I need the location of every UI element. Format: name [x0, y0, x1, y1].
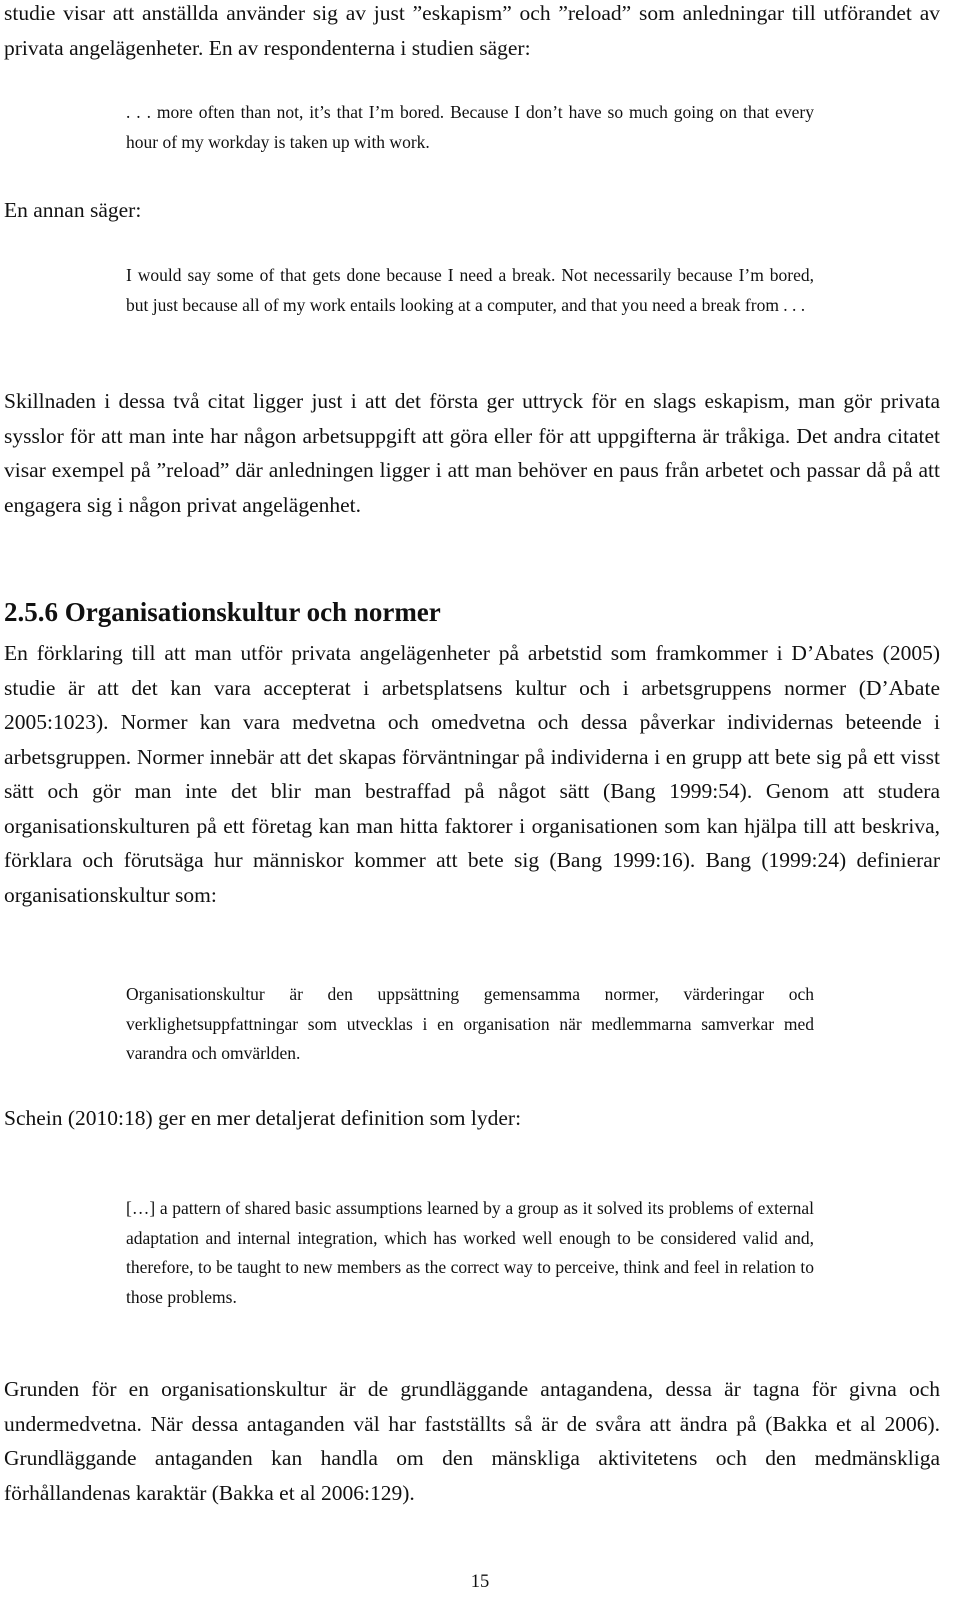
explanation-paragraph: En förklaring till att man utför privata angelägenheter på arbetstid som framkommer i D’Abates (2005) studie är att det kan vara accepterat i arbetsplatsens kultur och i arbetsgruppens normer (D’Abate 2005:1023). Normer kan vara medvetna och omedvetna och dessa påverkar individernas beteende i arbetsgruppen. Normer innebär att det skapas förväntningar på individerna i en grupp att bete sig på ett visst sätt och gör man inte det blir man bestraffad på något sätt (Bang 1999:54). Genom att studera organisationskulturen på ett företag kan man hitta faktorer i organisationen som kan hjälpa till att beskriva, förklara och förutsäga hur människor kommer att bete sig (Bang 1999:16). Bang (1999:24) definierar organisationskultur som: — [4, 641, 940, 907]
basis-paragraph: Grunden för en organisationskultur är de grundläggande antagandena, dessa är tagna för givna och undermedvetna. När dessa antaganden väl har fastställts så är de svåra att ändra på (Bakka et al 2006). Grundläggande antaganden kan handla om den mänskliga aktivitetens och den medmänskliga förhållandenas karaktär (Bakka et al 2006:129). — [4, 1377, 940, 1505]
block-quote-definition-schein: […] a pattern of shared basic assumptions learned by a group as it solved its problems of external adaptation and internal integration, which has worked well enough to be considered valid and, therefore, to be taught to new members as the correct way to perceive, think and feel in relation to those problems. — [126, 1198, 814, 1307]
block-quote-definition-bang: Organisationskultur är den uppsättning gemensamma normer, värderingar och verklighetsuppfattningar som utvecklas i en organisation när medlemmarna samverkar med varandra och omvärlden. — [126, 984, 814, 1063]
difference-paragraph: Skillnaden i dessa två citat ligger just i att det första ger uttryck för en slags eskapism, man gör privata sysslor för att man inte har någon arbetsuppgift att göra eller för att uppgifterna är tråkiga. Det andra citatet visar exempel på ”reload” där anledningen ligger i att man behöver en paus från arbetet och passar då på att engagera sig i någon privat angelägenhet. — [4, 389, 940, 517]
lead-schein: Schein (2010:18) ger en mer detaljerat definition som lyder: — [4, 1106, 522, 1130]
page-number: 15 — [470, 1572, 490, 1592]
lead-en-annan-sager: En annan säger: — [4, 198, 142, 222]
intro-paragraph: studie visar att anställda använder sig av just ”eskapism” och ”reload” som anledningar till utförandet av privata angelägenheter. En av respondenterna i studien säger: — [4, 1, 940, 60]
block-quote-break: I would say some of that gets done because I need a break. Not necessarily because I’m bored, but just because all of my work entails looking at a computer, and that you need a break from . . . — [126, 265, 814, 315]
section-heading: 2.5.6 Organisationskultur och normer — [4, 597, 441, 627]
block-quote-bored: . . . more often than not, it’s that I’m bored. Because I don’t have so much going on that every hour of my workday is taken up with work. — [126, 102, 814, 152]
